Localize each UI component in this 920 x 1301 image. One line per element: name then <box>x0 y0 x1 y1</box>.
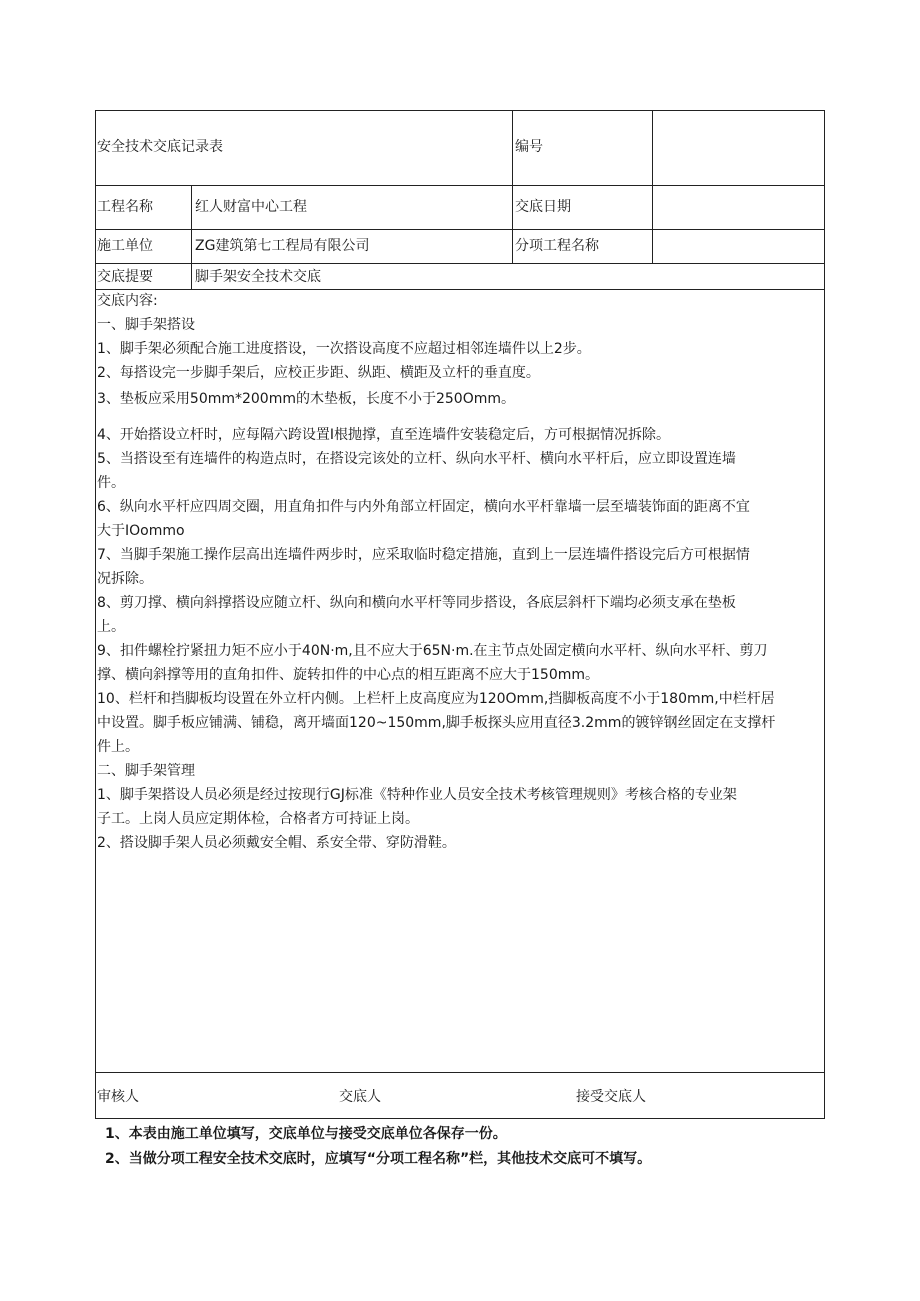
reviewer-label: 审核人 <box>97 1089 139 1105</box>
summary-value: 脚手架安全技术交底 <box>195 269 321 285</box>
section-title: 一、脚手架搭设 <box>97 317 195 333</box>
project-name-value: 红人财富中心工程 <box>195 199 307 215</box>
contractor-value: ZG建筑第七工程局有限公司 <box>195 238 370 254</box>
receiver-label: 接受交底人 <box>576 1089 646 1105</box>
list-item: 10、栏杆和挡脚板均设置在外立杆内侧。上栏杆上皮高度应为120Omm,挡脚板高度不小于180mm,中栏杆居 中设置。脚手板应铺满、铺稳，离开墙面120~150mm,脚手板探头应用直径3.2mm的镀锌钢丝固定在支撑杆 件上。 <box>97 691 776 755</box>
list-item: 2、搭设脚手架人员必须戴安全帽、系安全带、穿防滑鞋。 <box>97 835 456 851</box>
row-divider <box>96 263 824 264</box>
summary-label: 交底提要 <box>97 269 153 285</box>
row-divider <box>96 1072 824 1073</box>
note-item: 2、当做分项工程安全技术交底时，应填写“分项工程名称”栏，其他技术交底可不填写。 <box>105 1151 652 1167</box>
col-divider <box>652 111 653 263</box>
list-item: 1、脚手架搭设人员必须是经过按现行GJ标准《特种作业人员安全技术考核管理规则》考核合格的专业架 子工。上岗人员应定期体检，合格者方可持证上岗。 <box>97 787 737 827</box>
col-divider <box>512 111 513 263</box>
disclosure-content <box>96 289 825 855</box>
row-divider <box>96 229 824 230</box>
row-divider <box>96 185 824 186</box>
list-item: 2、每搭设完一步脚手架后，应校正步距、纵距、横距及立杆的垂直度。 <box>97 365 540 381</box>
note-item: 1、本表由施工单位填写，交底单位与接受交底单位各保存一份。 <box>105 1126 507 1142</box>
form-title: 安全技术交底记录表 <box>97 139 223 155</box>
section-title: 二、脚手架管理 <box>97 763 195 779</box>
list-item: 9、扣件螺栓拧紧扭力矩不应小于40N·m,且不应大于65N·m.在主节点处固定横向水平杆、纵向水平杆、剪刀 撑、横向斜撑等用的直角扣件、旋转扣件的中心点的相互距离不应大于150mm。 <box>97 643 768 683</box>
subproject-label: 分项工程名称 <box>515 238 599 254</box>
form-notes <box>105 1122 651 1172</box>
contractor-label: 施工单位 <box>97 238 153 254</box>
col-divider <box>191 185 192 289</box>
number-label: 编号 <box>515 139 543 155</box>
list-item: 5、当搭设至有连墙件的构造点时，在搭设完该处的立杆、纵向水平杆、横向水平杆后，应立即设置连墙 件。 <box>97 451 736 491</box>
date-label: 交底日期 <box>515 199 571 215</box>
list-item: 7、当脚手架施工操作层高出连墙件两步时，应采取临时稳定措施，直到上一层连墙件搭设完后方可根据情 况拆除。 <box>97 547 750 587</box>
list-item: 6、纵向水平杆应四周交圈，用直角扣件与内外角部立杆固定，横向水平杆靠墙一层至墙装饰面的距离不宜 大于IOommo <box>97 499 750 539</box>
project-name-label: 工程名称 <box>97 199 153 215</box>
list-item: 4、开始搭设立杆时，应每隔六跨设置I根抛撑，直至连墙件安装稳定后，方可根据情况拆除。 <box>97 427 671 443</box>
discloser-label: 交底人 <box>339 1089 381 1105</box>
list-item: 3、垫板应采用50mm*200mm的木垫板，长度不小于250Omm。 <box>97 391 516 407</box>
content-heading: 交底内容: <box>97 293 158 309</box>
list-item: 8、剪刀撑、横向斜撑搭设应随立杆、纵向和横向水平杆等同步搭设，各底层斜杆下端均必须支承在垫板 上。 <box>97 595 736 635</box>
disclosure-form-table <box>95 110 825 1119</box>
list-item: 1、脚手架必须配合施工进度搭设，一次搭设高度不应超过相邻连墙件以上2步。 <box>97 341 591 357</box>
